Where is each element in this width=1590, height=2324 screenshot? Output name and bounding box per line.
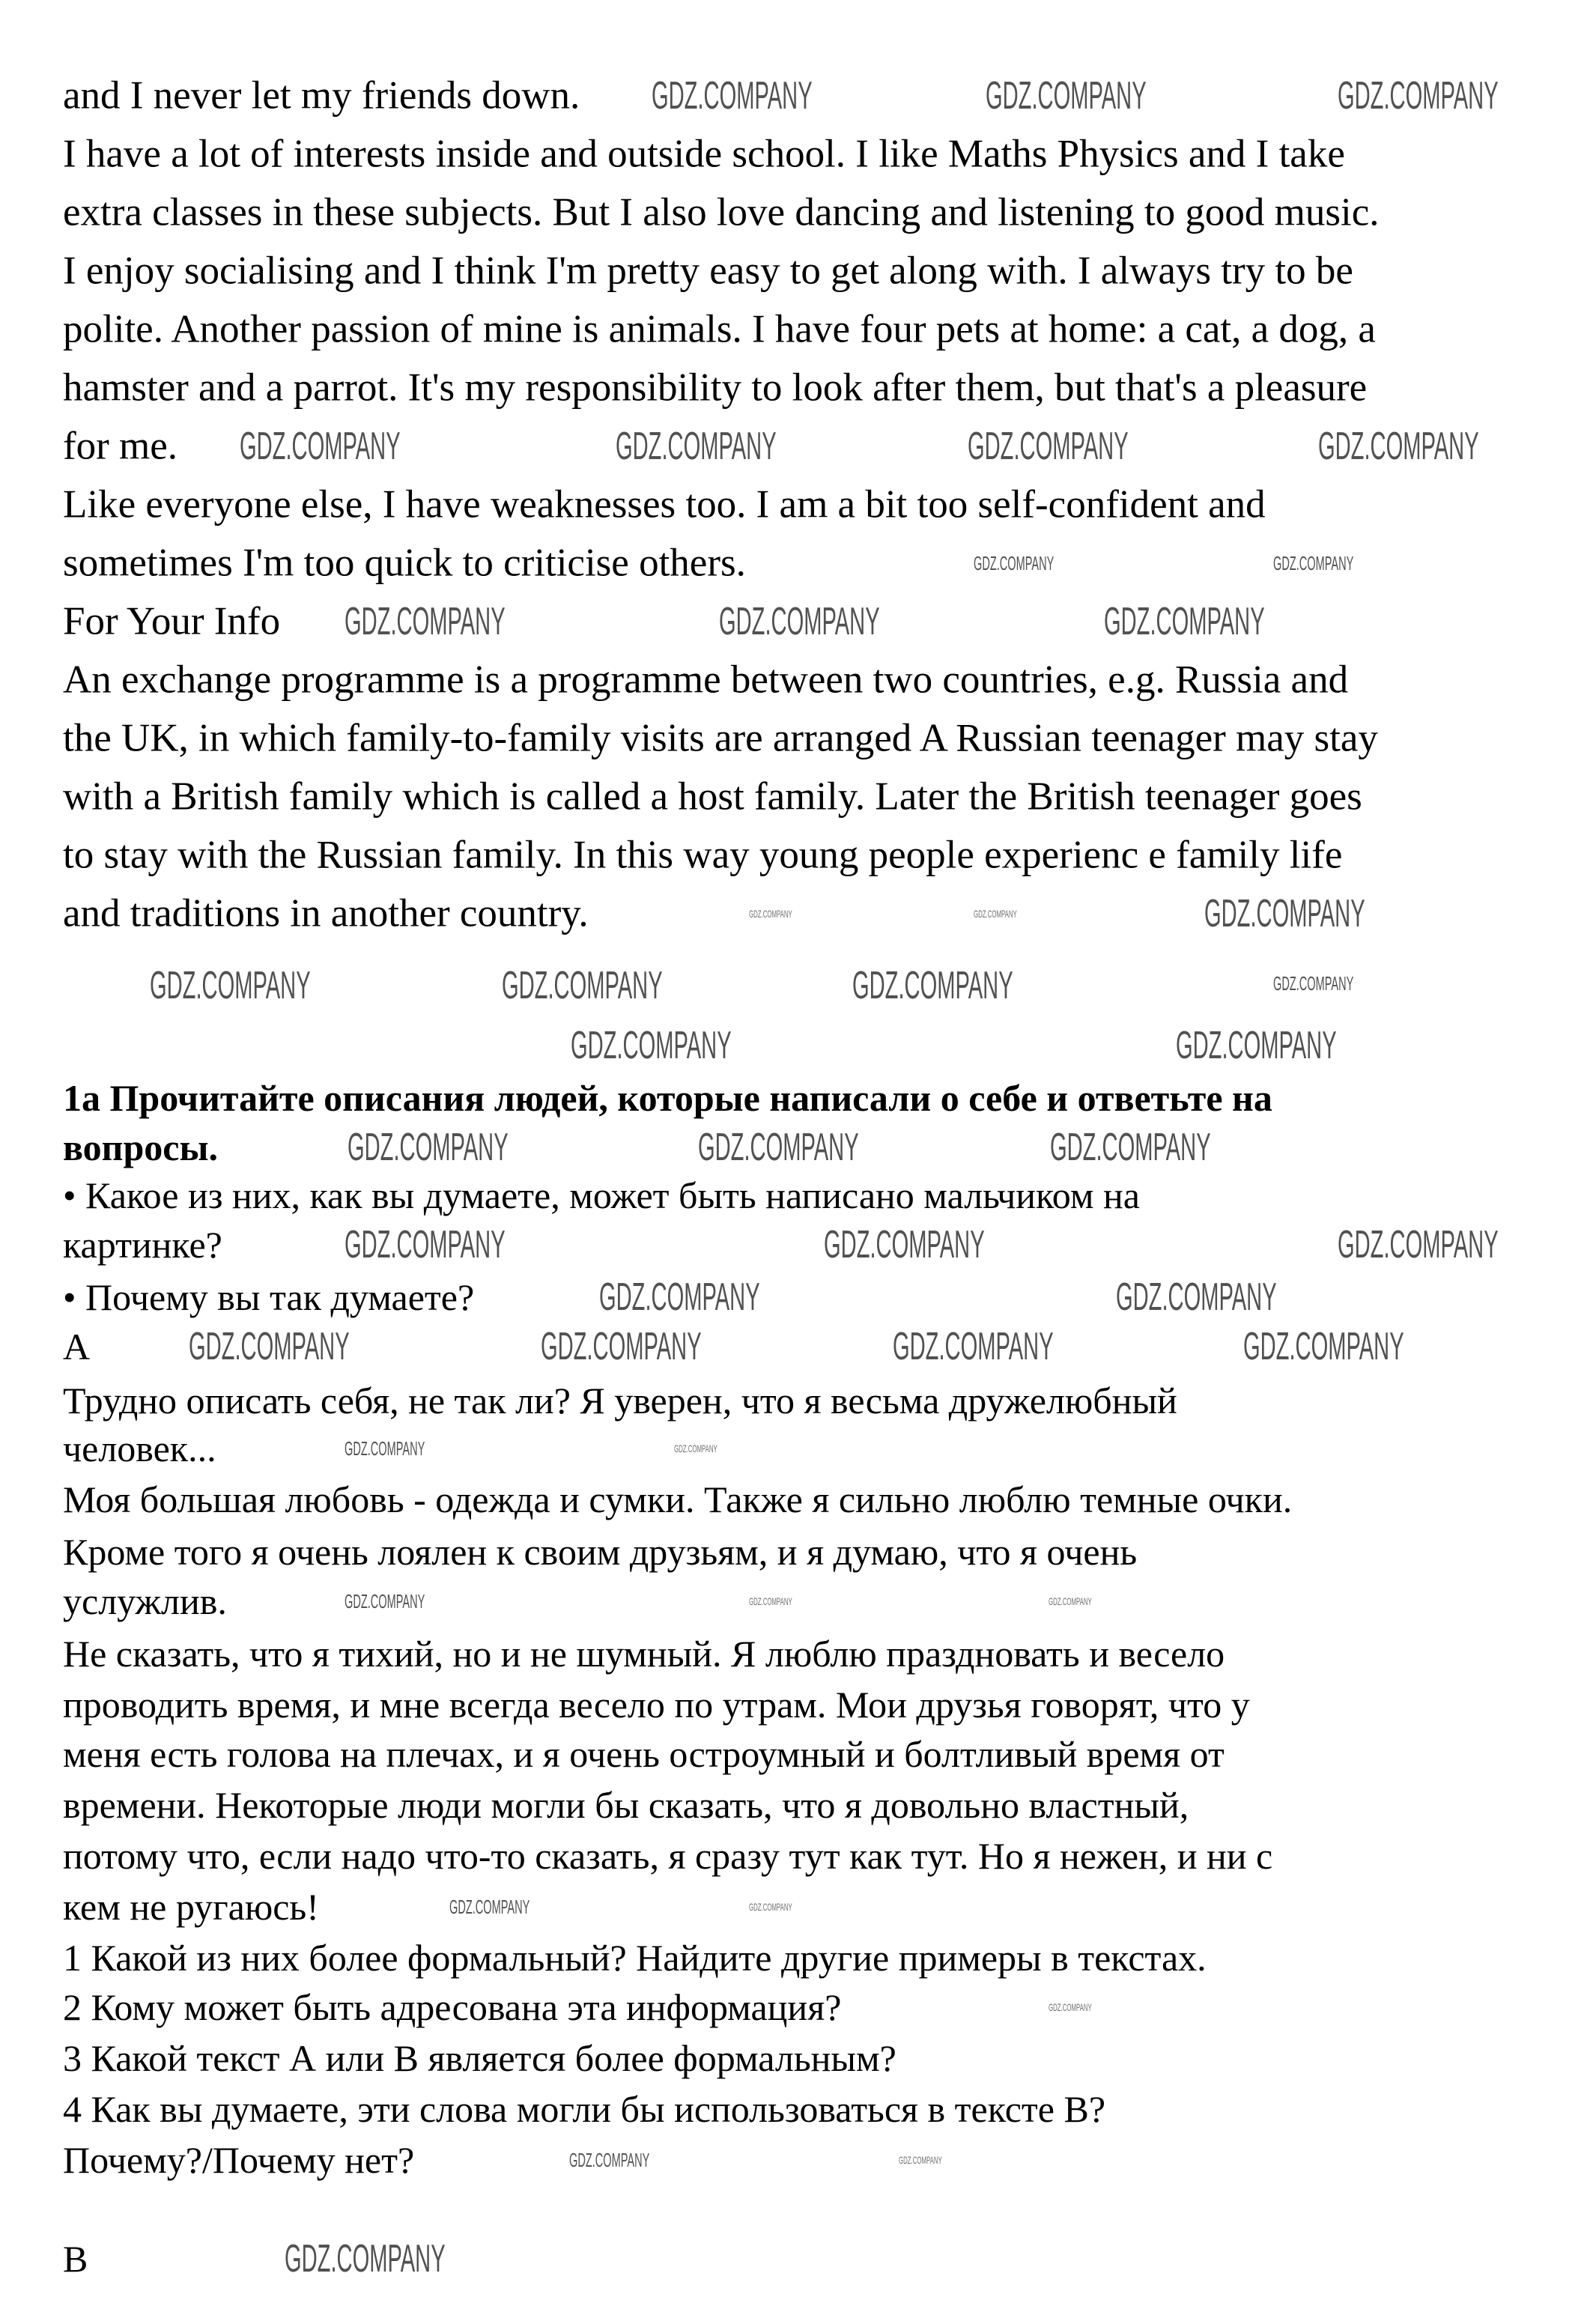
watermark: GDZ.COMPANY xyxy=(968,425,1129,468)
text-line: I enjoy socialising and I think I'm pretty easy to get along with. I always try to be xyxy=(63,249,1353,293)
watermark: GDZ.COMPANY xyxy=(698,1126,859,1169)
text-line: • Почему вы так думаете? xyxy=(63,1276,475,1318)
watermark: GDZ.COMPANY xyxy=(974,552,1055,574)
text-line: extra classes in these subjects. But I also love dancing and listening to good music. xyxy=(63,190,1380,234)
watermark: GDZ.COMPANY xyxy=(1204,892,1365,935)
watermark: GDZ.COMPANY xyxy=(345,1223,506,1266)
watermark: GDZ.COMPANY xyxy=(1273,552,1354,574)
watermark: GDZ.COMPANY xyxy=(1338,1223,1499,1266)
watermark: GDZ.COMPANY xyxy=(749,1595,792,1607)
text-line: sometimes I'm too quick to criticise others. xyxy=(63,541,746,585)
text-line: Не сказать, что я тихий, но и не шумный. Я люблю праздновать и весело xyxy=(63,1633,1225,1675)
watermark: GDZ.COMPANY xyxy=(1243,1325,1404,1368)
watermark: GDZ.COMPANY xyxy=(899,2154,942,2166)
text-line: кем не ругаюсь! xyxy=(63,1886,319,1928)
text-line: Like everyone else, I have weaknesses too. I am a bit too self-confident and xyxy=(63,482,1266,527)
watermark: GDZ.COMPANY xyxy=(893,1325,1054,1368)
watermark: GDZ.COMPANY xyxy=(1049,1595,1092,1607)
text-line: with a British family which is called a host family. Later the British teenager goes xyxy=(63,774,1362,819)
watermark: GDZ.COMPANY xyxy=(569,2149,650,2171)
question-line: 1 Какой из них более формальный? Найдите другие примеры в текстах. xyxy=(63,1937,1207,1979)
watermark: GDZ.COMPANY xyxy=(824,1223,985,1266)
watermark: GDZ.COMPANY xyxy=(1116,1275,1277,1319)
exercise-heading: вопросы. xyxy=(63,1126,219,1168)
watermark: GDZ.COMPANY xyxy=(674,1442,717,1454)
watermark: GDZ.COMPANY xyxy=(599,1275,760,1319)
watermark: GDZ.COMPANY xyxy=(345,1590,425,1612)
text-line: • Какое из них, как вы думаете, может быть написано мальчиком на xyxy=(63,1174,1140,1216)
text-line: проводить время, и мне всегда весело по утрам. Мои друзья говорят, что у xyxy=(63,1684,1250,1726)
text-line: услужлив. xyxy=(63,1580,227,1622)
question-line: 2 Кому может быть адресована эта информация? xyxy=(63,1986,842,2028)
watermark: GDZ.COMPANY xyxy=(541,1325,702,1368)
text-line: I have a lot of interests inside and outside school. I like Maths Physics and I take xyxy=(63,132,1345,176)
watermark: GDZ.COMPANY xyxy=(652,74,813,118)
text-line: потому что, если надо что-то сказать, я сразу тут как тут. Но я нежен, и ни с xyxy=(63,1835,1273,1877)
text-line: and I never let my friends down. xyxy=(63,73,580,118)
watermark: GDZ.COMPANY xyxy=(502,964,663,1007)
text-label-b: B xyxy=(63,2238,88,2280)
watermark: GDZ.COMPANY xyxy=(616,425,777,468)
exercise-heading: 1a Прочитайте описания людей, которые написали о себе и ответьте на xyxy=(63,1077,1272,1119)
watermark: GDZ.COMPANY xyxy=(1273,972,1354,995)
text-line: картинке? xyxy=(63,1224,222,1266)
text-label-a: A xyxy=(63,1326,91,1368)
watermark: GDZ.COMPANY xyxy=(345,1437,425,1460)
text-line: hamster and a parrot. It's my responsibility to look after them, but that's a pleasure xyxy=(63,365,1368,410)
question-line: Почему?/Почему нет? xyxy=(63,2139,415,2181)
watermark: GDZ.COMPANY xyxy=(974,908,1017,920)
watermark: GDZ.COMPANY xyxy=(1176,1024,1337,1067)
watermark: GDZ.COMPANY xyxy=(345,600,506,643)
text-line: Моя большая любовь - одежда и сумки. Также я сильно люблю темные очки. xyxy=(63,1478,1293,1520)
watermark: GDZ.COMPANY xyxy=(749,908,792,920)
watermark: GDZ.COMPANY xyxy=(852,964,1013,1007)
watermark: GDZ.COMPANY xyxy=(348,1126,509,1169)
watermark: GDZ.COMPANY xyxy=(1049,2001,1092,2013)
watermark: GDZ.COMPANY xyxy=(240,425,401,468)
text-line: Кроме того я очень лоялен к своим друзьям, и я думаю, что я очень xyxy=(63,1531,1138,1573)
text-line: to stay with the Russian family. In this way young people experienc e family life xyxy=(63,833,1343,877)
watermark: GDZ.COMPANY xyxy=(1338,74,1499,118)
watermark: GDZ.COMPANY xyxy=(1050,1126,1211,1169)
text-line: меня есть голова на плечах, и я очень остроумный и болтливый время от xyxy=(63,1733,1225,1775)
text-line: and traditions in another country. xyxy=(63,891,589,935)
text-line: человек... xyxy=(63,1428,216,1469)
text-line: времени. Некоторые люди могли бы сказать, что я довольно властный, xyxy=(63,1784,1189,1826)
text-line: Трудно описать себя, не так ли? Я уверен, что я весьма дружелюбный xyxy=(63,1380,1177,1422)
watermark: GDZ.COMPANY xyxy=(1104,600,1265,643)
text-line: for me. xyxy=(63,424,178,468)
watermark: GDZ.COMPANY xyxy=(189,1325,350,1368)
question-line: 4 Как вы думаете, эти слова могли бы использоваться в тексте В? xyxy=(63,2088,1106,2130)
question-line: 3 Какой текст А или В является более формальным? xyxy=(63,2037,896,2079)
watermark: GDZ.COMPANY xyxy=(749,1901,792,1913)
watermark: GDZ.COMPANY xyxy=(449,1896,530,1918)
text-line: polite. Another passion of mine is animals. I have four pets at home: a cat, a dog, a xyxy=(63,307,1376,351)
watermark: GDZ.COMPANY xyxy=(571,1024,732,1067)
text-line: An exchange programme is a programme between two countries, e.g. Russia and xyxy=(63,658,1349,702)
watermark: GDZ.COMPANY xyxy=(150,964,311,1007)
watermark: GDZ.COMPANY xyxy=(285,2237,446,2281)
section-title: For Your Info xyxy=(63,599,281,643)
watermark: GDZ.COMPANY xyxy=(719,600,880,643)
text-line: the UK, in which family-to-family visits are arranged A Russian teenager may stay xyxy=(63,716,1378,760)
watermark: GDZ.COMPANY xyxy=(986,74,1147,118)
watermark: GDZ.COMPANY xyxy=(1318,425,1479,468)
